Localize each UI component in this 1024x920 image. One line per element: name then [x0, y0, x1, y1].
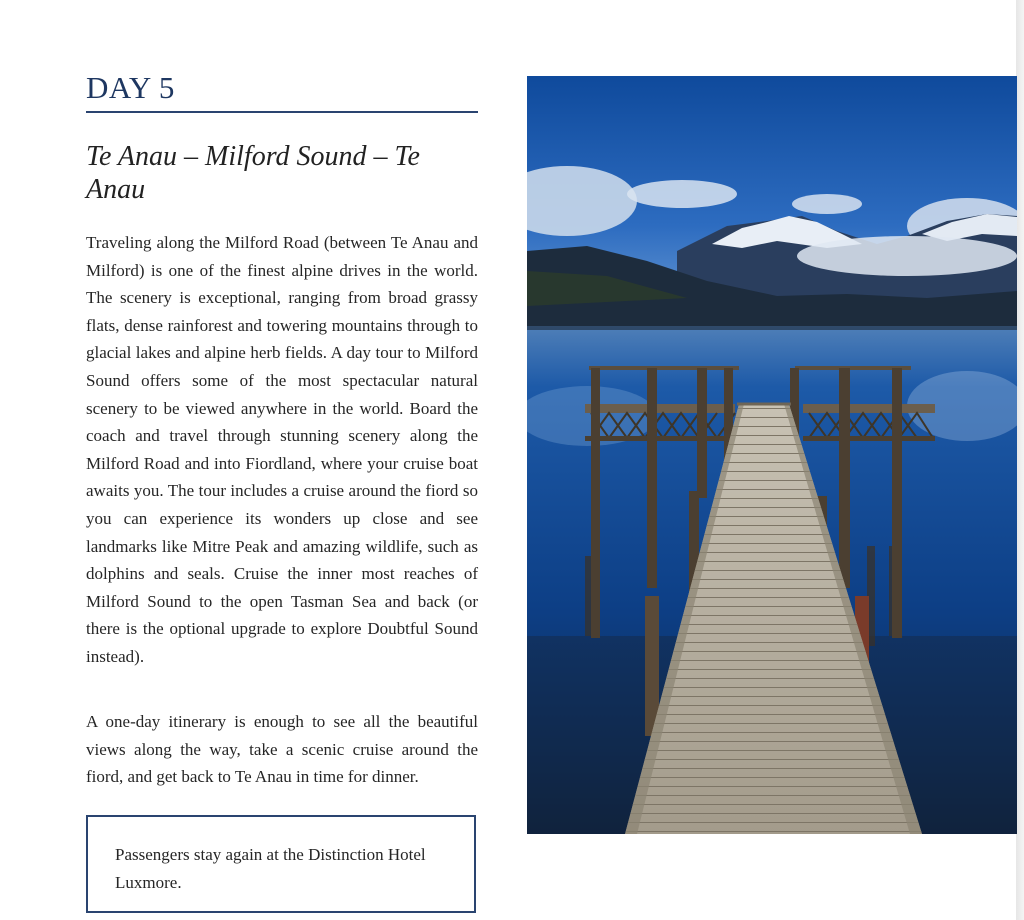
- photo-illustration: [527, 76, 1017, 834]
- body-paragraph-2: A one-day itinerary is enough to see all the beautiful views along the way, take a scenic cruise around the fiord, and get back to Te Anau in time for dinner.: [86, 712, 478, 787]
- jetty-lake-photo: [527, 76, 1017, 834]
- accommodation-note-box: [86, 815, 476, 913]
- heading-rule: [86, 111, 478, 113]
- page-edge: [1016, 0, 1024, 920]
- route-title: Te Anau – Milford Sound – Te Anau: [86, 141, 420, 205]
- accommodation-note: Passengers stay again at the Distinction Hotel Luxmore.: [115, 845, 426, 892]
- body-paragraph-1: Traveling along the Milford Road (between Te Anau and Milford) is one of the finest alpine drives in the world. The scenery is exceptional, ranging from broad grassy flats, dense rainforest and towering mountains through to glacial lakes and alpine herb fields. A day tour to Milford Sound offers some of the most spectacular natural scenery to be viewed anywhere in the world. Board the coach and travel through stunning scenery along the Milford Road and into Fiordland, where your cruise boat awaits you. The tour includes a cruise around the fiord so you can experience its wonders up close and see landmarks like Mitre Peak and amazing wildlife, such as dolphins and seals. Cruise the inner most reaches of Milford Sound to the open Tasman Sea and back (or there is the optional upgrade to explore Doubtful Sound instead).: [86, 233, 478, 666]
- day-heading: DAY 5: [86, 70, 175, 105]
